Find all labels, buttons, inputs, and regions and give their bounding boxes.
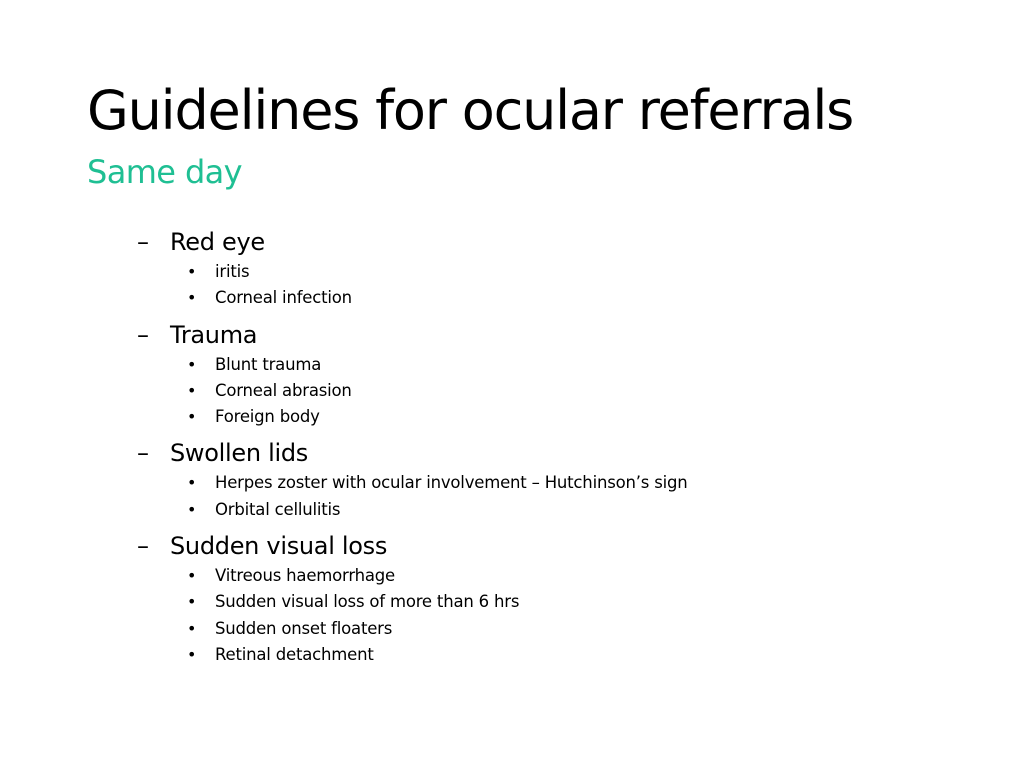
list-item-text: Sudden visual loss of more than 6 hrs	[215, 592, 520, 612]
bullet-marker: •	[187, 644, 197, 664]
sub-list	[137, 259, 957, 312]
list-item-text: Foreign body	[215, 407, 320, 427]
dash-marker: –	[137, 439, 149, 468]
bullet-marker: •	[187, 473, 197, 493]
list-item	[137, 378, 957, 404]
list-item-text: Sudden onset floaters	[215, 618, 393, 638]
section-heading	[137, 225, 957, 259]
list-item	[137, 259, 957, 285]
slide-subtitle: Same day	[87, 153, 243, 191]
bullet-marker: •	[187, 380, 197, 400]
dash-marker: –	[137, 320, 149, 349]
bullet-marker: •	[187, 499, 197, 519]
bullet-marker: •	[187, 354, 197, 374]
section-heading	[137, 436, 957, 470]
dash-marker: –	[137, 532, 149, 561]
dash-marker: –	[137, 228, 149, 256]
section-heading-text: Trauma	[170, 320, 258, 349]
list-item	[137, 285, 957, 311]
list-item	[137, 352, 957, 378]
section-heading	[137, 318, 957, 352]
sub-list	[137, 470, 957, 523]
bullet-marker: •	[187, 592, 197, 612]
bullet-marker: •	[187, 566, 197, 586]
list-item-text: Corneal infection	[215, 288, 352, 308]
section-heading-text: Sudden visual loss	[170, 532, 388, 561]
list-item	[137, 642, 957, 668]
list-item-text: Blunt trauma	[215, 354, 322, 374]
section-heading-text: Swollen lids	[170, 439, 308, 468]
section-sudden-visual-loss	[137, 529, 957, 668]
section-red-eye	[137, 225, 957, 312]
bullet-marker: •	[187, 288, 197, 308]
slide-title: Guidelines for ocular referrals	[87, 79, 854, 142]
bullet-marker: •	[187, 618, 197, 638]
list-item-text: Corneal abrasion	[215, 380, 352, 400]
list-item	[137, 497, 957, 523]
bullet-marker: •	[187, 262, 197, 281]
list-item	[137, 404, 957, 430]
bullet-marker: •	[187, 407, 197, 427]
list-item-text: iritis	[215, 262, 250, 281]
list-item	[137, 470, 957, 496]
list-item	[137, 589, 957, 615]
list-item	[137, 563, 957, 589]
sub-list	[137, 352, 957, 431]
list-item-text: Herpes zoster with ocular involvement – Hutchinson’s sign	[215, 473, 688, 493]
section-heading	[137, 529, 957, 563]
section-trauma	[137, 318, 957, 431]
section-heading-text: Red eye	[170, 228, 265, 256]
list-item-text: Orbital cellulitis	[215, 499, 341, 519]
sub-list	[137, 563, 957, 668]
referral-outline	[137, 225, 957, 674]
list-item	[137, 616, 957, 642]
list-item-text: Retinal detachment	[215, 644, 374, 664]
list-item-text: Vitreous haemorrhage	[215, 566, 396, 586]
section-swollen-lids	[137, 436, 957, 523]
